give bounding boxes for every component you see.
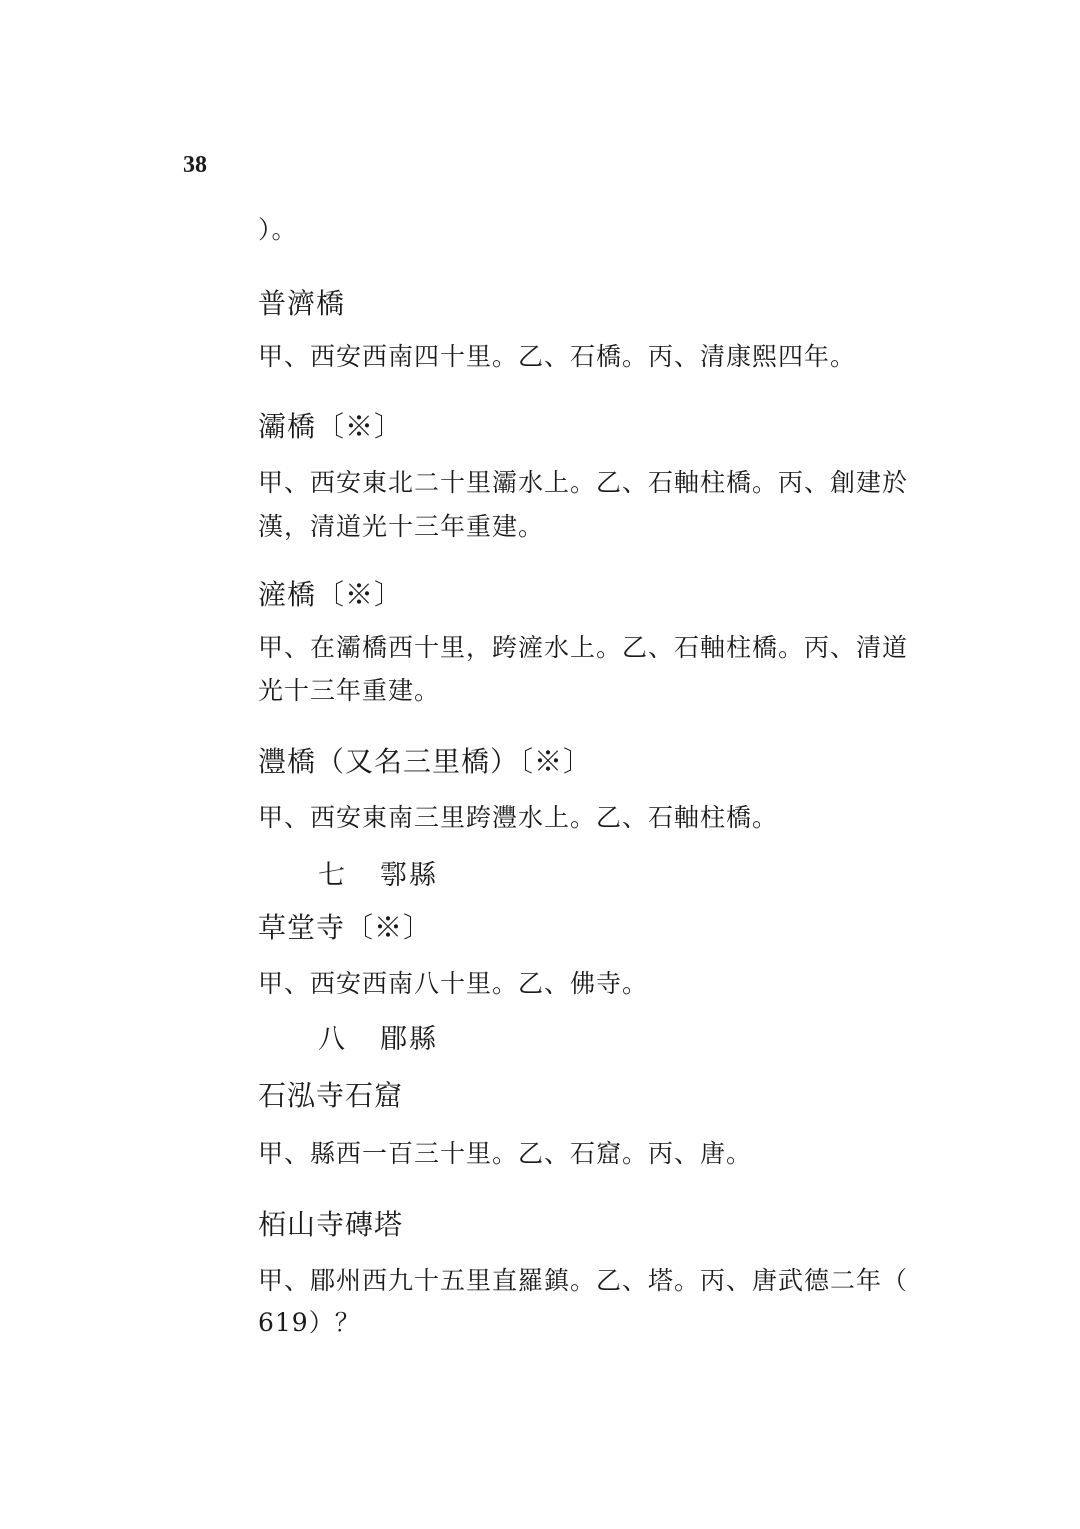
- entry-line: 甲、郿州西九十五里直羅鎮。乙、塔。丙、唐武德二年（: [258, 1266, 909, 1295]
- entry-line: 甲、西安西南四十里。乙、石橋。丙、清康熙四年。: [258, 342, 857, 371]
- entry-line: 光十三年重建。: [258, 676, 441, 705]
- section-heading-7: [318, 853, 438, 892]
- entry-title: 石泓寺石窟: [258, 1079, 404, 1112]
- entry-line: 漢，清道光十三年重建。: [258, 512, 545, 541]
- entry-line: 甲、縣西一百三十里。乙、石窟。丙、唐。: [258, 1139, 753, 1168]
- entry-line: 甲、在灞橋西十里，跨滻水上。乙、石軸柱橋。丙、清道: [258, 633, 909, 662]
- entry-title: 栢山寺磚塔: [258, 1208, 404, 1241]
- section-number: 七: [318, 860, 347, 891]
- section-number: 八: [318, 1024, 347, 1055]
- section-name: 鄠縣: [380, 860, 438, 891]
- entry-line: 619）？: [258, 1308, 361, 1337]
- entry-line: 甲、西安西南八十里。乙、佛寺。: [258, 969, 649, 998]
- entry-title: 灃橋（又名三里橋）〔※〕: [258, 745, 593, 778]
- entry-line: 甲、西安東南三里跨灃水上。乙、石軸柱橋。: [258, 803, 779, 832]
- entry-title: 草堂寺〔※〕: [258, 911, 433, 944]
- page-number: 38: [183, 152, 207, 178]
- entry-line: 甲、西安東北二十里灞水上。乙、石軸柱橋。丙、創建於: [258, 468, 909, 497]
- entry-title: 灞橋〔※〕: [258, 410, 404, 443]
- section-heading-8: [318, 1017, 438, 1056]
- section-name: 郿縣: [380, 1024, 438, 1055]
- entry-title: 滻橋〔※〕: [258, 578, 404, 611]
- entry-title: 普濟橋: [258, 287, 346, 320]
- continuation-text: ）。: [258, 215, 298, 244]
